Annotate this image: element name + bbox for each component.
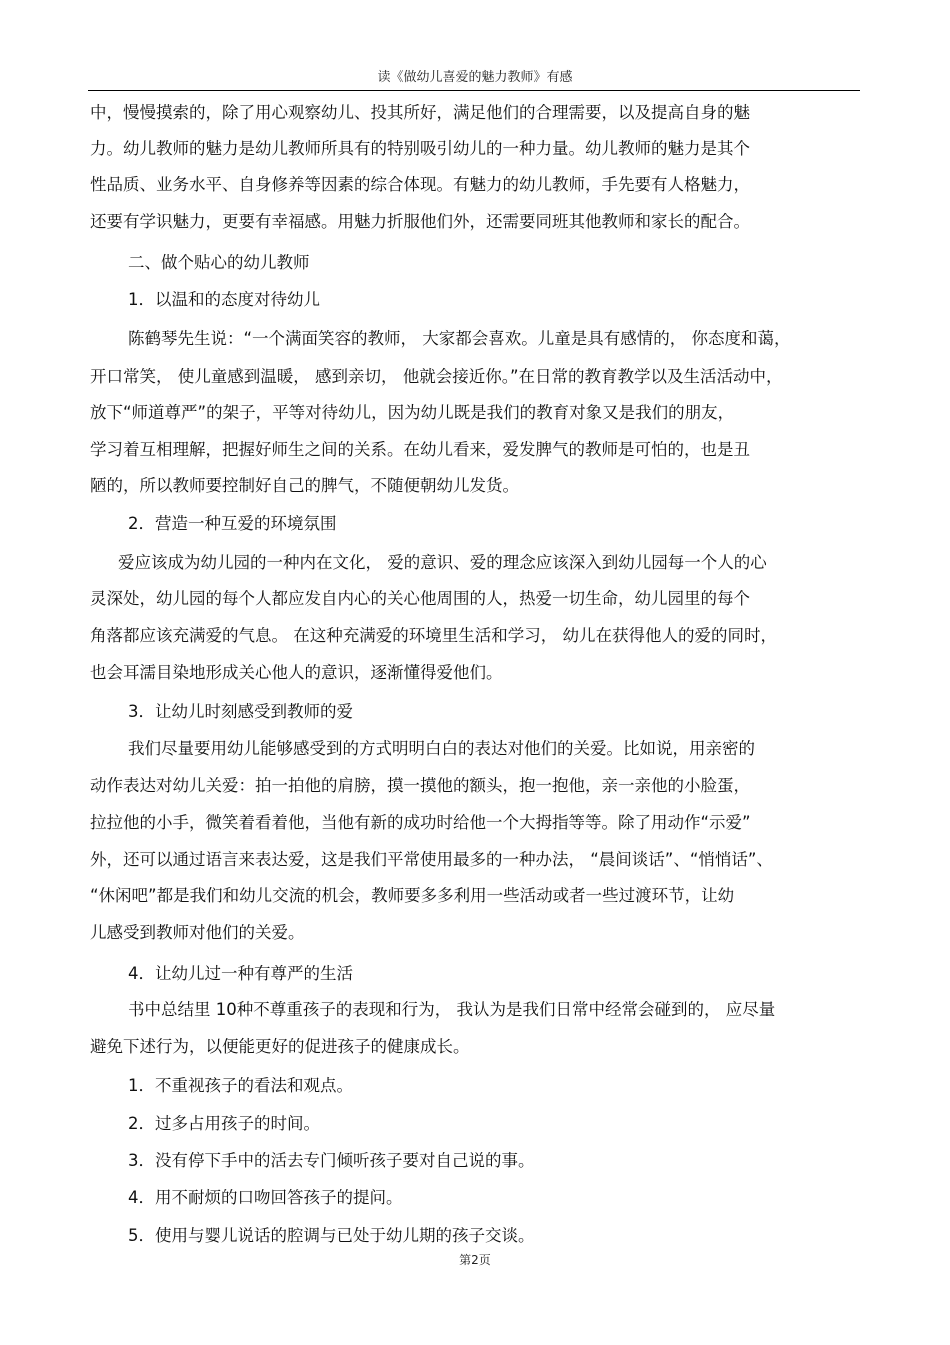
- list-item: 3．没有停下手中的活去专门倾听孩子要对自己说的事。: [128, 1151, 535, 1170]
- section-heading: 二、做个贴心的幼儿教师: [128, 253, 310, 272]
- subsection-heading: 3．让幼儿时刻感受到教师的爱: [128, 702, 353, 721]
- body-line: 儿感受到教师对他们的关爱。: [90, 923, 305, 942]
- body-line: 力。幼儿教师的魅力是幼儿教师所具有的特别吸引幼儿的一种力量。幼儿教师的魅力是其个: [90, 139, 750, 158]
- subsection-heading: 1．以温和的态度对待幼儿: [128, 290, 320, 309]
- body-line: 性品质、业务水平、自身修养等因素的综合体现。有魅力的幼儿教师，手先要有人格魅力，: [90, 175, 750, 194]
- subsection-heading: 4．让幼儿过一种有尊严的生活: [128, 964, 353, 983]
- body-line: 学习着互相理解，把握好师生之间的关系。在幼儿看来，爱发脾气的教师是可怕的，也是丑: [90, 440, 750, 459]
- list-item: 5．使用与婴儿说话的腔调与已处于幼儿期的孩子交谈。: [128, 1226, 535, 1245]
- body-line: 陈鹤琴先生说：“一个满面笑容的教师， 大家都会喜欢。儿童是具有感情的， 你态度和蔼，: [128, 329, 791, 348]
- body-line: 也会耳濡目染地形成关心他人的意识，逐渐懂得爱他们。: [90, 663, 503, 682]
- body-line: 书中总结里 10种不尊重孩子的表现和行为， 我认为是我们日常中经常会碰到的， 应尽量: [128, 1000, 776, 1019]
- body-line: 动作表达对幼儿关爱：拍一拍他的肩膀，摸一摸他的额头，抱一抱他，亲一亲他的小脸蛋，: [90, 776, 750, 795]
- body-line: 爱应该成为幼儿园的一种内在文化， 爱的意识、爱的理念应该深入到幼儿园每一个人的心: [118, 553, 767, 572]
- body-line: 角落都应该充满爱的气息。 在这种充满爱的环境里生活和学习， 幼儿在获得他人的爱的同时，: [90, 626, 777, 645]
- list-item: 1．不重视孩子的看法和观点。: [128, 1076, 353, 1095]
- body-line: 避免下述行为，以便能更好的促进孩子的健康成长。: [90, 1037, 470, 1056]
- header-rule: [88, 90, 860, 91]
- body-line: 放下“师道尊严”的架子，平等对待幼儿，因为幼儿既是我们的教育对象又是我们的朋友，: [90, 403, 735, 422]
- body-line: 我们尽量要用幼儿能够感受到的方式明明白白的表达对他们的关爱。比如说，用亲密的: [128, 739, 755, 758]
- body-line: 陋的，所以教师要控制好自己的脾气，不随便朝幼儿发货。: [90, 476, 519, 495]
- list-item: 4．用不耐烦的口吻回答孩子的提问。: [128, 1188, 403, 1207]
- body-line: 中，慢慢摸索的，除了用心观察幼儿、投其所好，满足他们的合理需要，以及提高自身的魅: [90, 103, 750, 122]
- body-line: 开口常笑， 使儿童感到温暖， 感到亲切， 他就会接近你。”在日常的教育教学以及生活活动中，: [90, 367, 783, 386]
- body-line: 拉拉他的小手，微笑着看着他，当他有新的成功时给他一个大拇指等等。除了用动作“示爱”: [90, 813, 751, 832]
- list-item: 2．过多占用孩子的时间。: [128, 1114, 320, 1133]
- page-header-title: 读《做幼儿喜爱的魅力教师》有感: [377, 70, 573, 85]
- body-line: “休闲吧”都是我们和幼儿交流的机会，教师要多多利用一些活动或者一些过渡环节，让幼: [90, 886, 735, 905]
- subsection-heading: 2．营造一种互爱的环境氛围: [128, 514, 337, 533]
- body-line: 还要有学识魅力，更要有幸福感。用魅力折服他们外，还需要同班其他教师和家长的配合。: [90, 212, 750, 231]
- body-line: 灵深处，幼儿园的每个人都应发自内心的关心他周围的人，热爱一切生命，幼儿园里的每个: [90, 589, 750, 608]
- body-line: 外，还可以通过语言来表达爱，这是我们平常使用最多的一种办法， “晨间谈话”、“悄悄话”、: [90, 850, 773, 869]
- page-number: 第2页: [459, 1253, 491, 1267]
